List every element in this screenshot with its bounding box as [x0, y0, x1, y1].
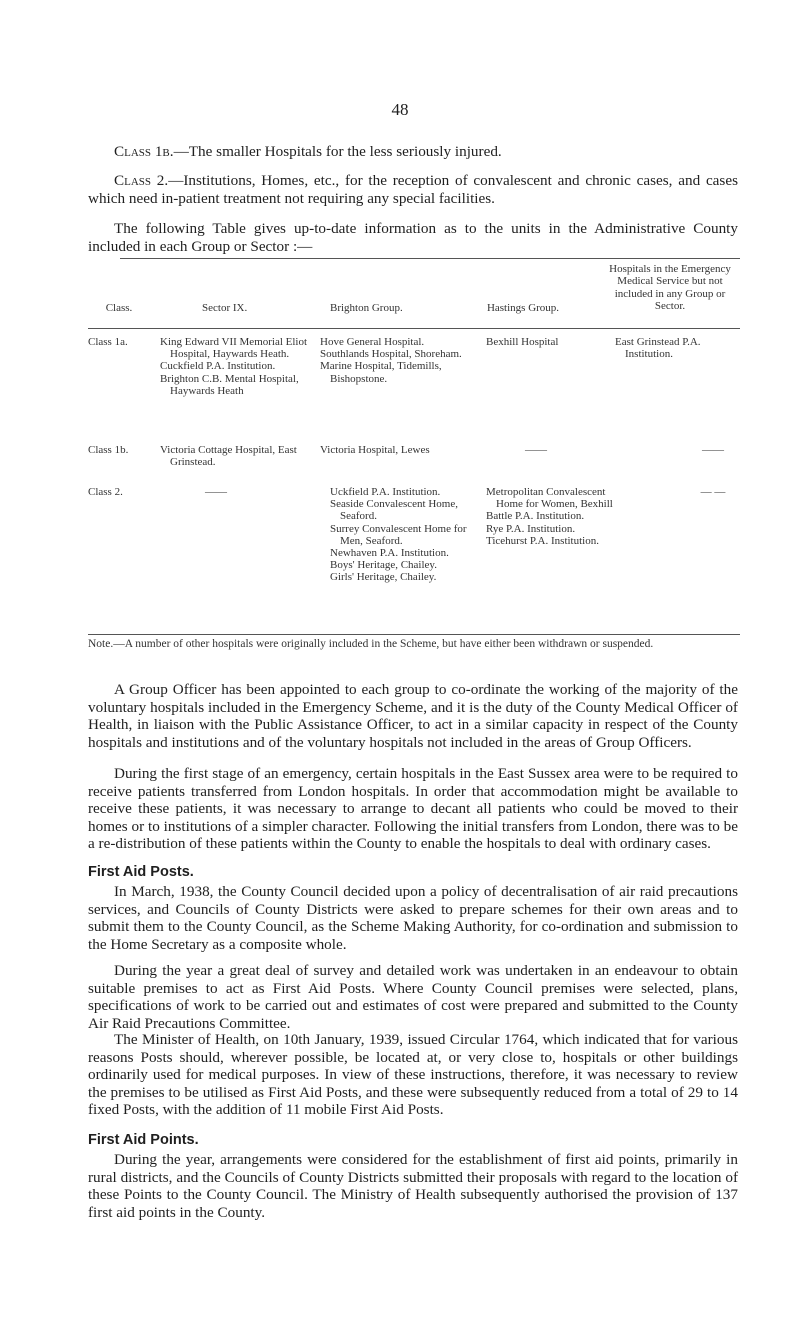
- list-item: Marine Hospital, Tidemills, Bishopstone.: [320, 360, 442, 385]
- row-2-ems: — —: [700, 486, 726, 498]
- list-item: King Edward VII Memorial Eliot Hospital, Haywards Heath.: [160, 336, 308, 361]
- list-item: Brighton C.B. Mental Hospital, Haywards Heath: [160, 372, 299, 397]
- table-top-rule: [120, 258, 740, 259]
- row-1b-hastings: ——: [525, 444, 547, 456]
- row-2-sector: ——: [205, 486, 227, 498]
- first-aid-posts-paragraph-1: In March, 1938, the County Council decided upon a policy of decentralisation of air raid precautions services, and Councils of County Districts were asked to prepare schemes for their own areas and to submit them to the County Council, as the Scheme Making Authority, for co-ordination and submission to the Home Secretary as a composite whole.: [88, 883, 738, 953]
- class-1b-paragraph: [88, 143, 738, 161]
- row-1a-ems: [615, 336, 740, 360]
- list-item: Seaside Convalescent Home, Seaford.: [330, 498, 458, 523]
- group-officer-paragraph: A Group Officer has been appointed to each group to co-ordinate the working of the majority of the voluntary hospitals included in the Emergency Scheme, and it is the duty of the County Medical Officer of Health, in liaison with the Public Assistance Officer, to act in a similar capacity in respect of the County hospitals and institutions and of the voluntary hospitals not included in the areas of Group Officers.: [88, 681, 738, 751]
- class-1b-label: Class 1b.: [114, 143, 174, 160]
- row-1b-class: Class 1b.: [88, 444, 129, 456]
- row-1a-brighton: [320, 336, 480, 385]
- first-aid-posts-paragraph-2: During the year a great deal of survey and detailed work was undertaken in an endeavour to obtain suitable premises to act as First Aid Posts. Where County Council premises were selected, plans, specifications of work to be carried out and estimates of cost were prepared and submitted to the County Air Raid Precautions Committee.: [88, 962, 738, 1032]
- row-2-brighton: [330, 486, 480, 584]
- row-2-class: Class 2.: [88, 486, 123, 498]
- list-item: Battle P.A. Institution.: [486, 510, 585, 523]
- header-hastings: Hastings Group.: [486, 302, 560, 314]
- page-number: 48: [391, 100, 409, 119]
- list-item: Uckfield P.A. Institution.: [330, 486, 441, 498]
- row-1a-sector: [160, 336, 310, 397]
- row-1b-ems: ——: [702, 444, 724, 456]
- list-item: Victoria Hospital, Lewes: [320, 444, 430, 456]
- table-bottom-rule: [88, 634, 740, 635]
- list-item: Hove General Hospital.: [320, 336, 425, 348]
- list-item: Bexhill Hospital: [486, 336, 559, 348]
- class-2-paragraph: [88, 172, 738, 207]
- row-1a-class: Class 1a.: [88, 336, 128, 348]
- header-bottom-rule: [88, 328, 740, 329]
- first-aid-posts-heading: First Aid Posts.: [88, 864, 194, 880]
- row-2-hastings: [486, 486, 626, 547]
- first-aid-posts-paragraph-3: The Minister of Health, on 10th January, 1939, issued Circular 1764, which indicated that for various reasons Posts should, wherever possible, be located at, or very close to, hospitals or other buildings ordinarily used for medical purposes. In view of these instructions, therefore, it was necessary to review the premises to be utilised as First Aid Posts, and these were subsequently reduced from a total of 29 to 14 fixed Posts, with the addition of 11 mobile First Aid Posts.: [88, 1031, 738, 1119]
- list-item: East Grinstead P.A. Institution.: [615, 336, 701, 361]
- class-1b-text: —The smaller Hospitals for the less seriously injured.: [173, 143, 502, 160]
- list-item: Victoria Cottage Hospital, East Grinstead.: [160, 444, 297, 469]
- list-item: Southlands Hospital, Shoreham.: [320, 348, 462, 361]
- class-2-text: —Institutions, Homes, etc., for the reception of convalescent and chronic cases, and cases which need in-patient treatment not requiring any special facilities.: [88, 172, 738, 207]
- list-item: Newhaven P.A. Institution.: [330, 547, 449, 560]
- row-1b-brighton: [320, 444, 480, 456]
- list-item: Cuckfield P.A. Institution.: [160, 360, 276, 373]
- first-aid-points-heading: First Aid Points.: [88, 1132, 199, 1148]
- list-item: Boys' Heritage, Chailey.: [330, 559, 437, 572]
- list-item: Metropolitan Convalescent Home for Women, Bexhill: [486, 486, 613, 511]
- list-item: Rye P.A. Institution.: [486, 522, 576, 535]
- list-item: Ticehurst P.A. Institution.: [486, 534, 599, 547]
- header-sector: Sector IX.: [202, 302, 248, 314]
- list-item: Surrey Convalescent Home for Men, Seaford.: [330, 522, 467, 547]
- row-1b-sector: [160, 444, 310, 468]
- header-brighton: Brighton Group.: [330, 302, 403, 314]
- row-1a-hastings: [486, 336, 606, 348]
- header-class: Class.: [105, 302, 133, 314]
- class-2-label: Class 2.: [114, 172, 169, 189]
- first-stage-paragraph: During the first stage of an emergency, certain hospitals in the East Sussex area were to be required to receive patients transferred from London hospitals. In order that accommodation might be available to receive these patients, it was necessary to arrange to decant all patients who could be moved to their homes or to institutions of a simpler character. Following the initial transfers from London, there was to be a re-distribution of these patients within the County to enable the hospitals to deal with ordinary cases.: [88, 765, 738, 853]
- first-aid-points-paragraph: During the year, arrangements were considered for the establishment of first aid points, primarily in rural districts, and the Councils of County Districts submitted their proposals with regard to the location of these Points to the County Council. The Ministry of Health subsequently authorised the provision of 137 first aid points in the County.: [88, 1151, 738, 1221]
- table-note: Note.—A number of other hospitals were originally included in the Scheme, but have either been withdrawn or suspended.: [88, 638, 654, 650]
- list-item: Girls' Heritage, Chailey.: [330, 571, 437, 584]
- header-ems: Hospitals in the Emergency Medical Service but not included in any Group or Sector.: [609, 263, 731, 313]
- table-intro-paragraph: The following Table gives up-to-date information as to the units in the Administrative County included in each Group or Sector :—: [88, 220, 738, 255]
